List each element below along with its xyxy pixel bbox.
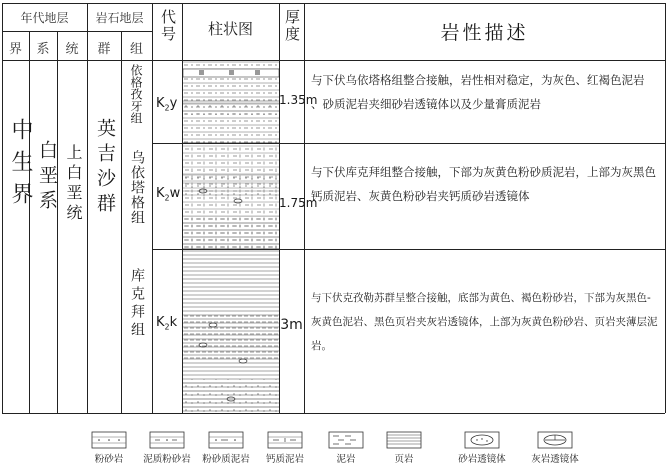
legend-label: 灰岩透镜体: [531, 454, 579, 465]
header-description: 岩性描述: [440, 22, 529, 44]
header-group: 群: [97, 42, 111, 57]
formation-name-w: 乌依塔格组: [129, 150, 145, 225]
header-column: 柱状图: [207, 20, 253, 38]
silty-mudstone-pattern-icon: [209, 432, 243, 448]
description-y: 与下伏乌依塔格组整合接触，岩性相对稳定，为灰色、红褐色泥岩 、砂质泥岩夹细砂岩透镜体以及少量膏质泥岩: [311, 73, 645, 111]
mudstone-pattern-icon: [329, 432, 363, 448]
erathem-name: 中生界: [8, 118, 33, 214]
legend-label: 粉砂岩: [94, 454, 124, 465]
formation-name-k: 库克拜组: [129, 268, 145, 340]
header-rock-stratum: 岩石地层: [95, 11, 144, 25]
legend-label: 页岩: [394, 454, 414, 465]
formation-code-k: $K_2k$: [156, 315, 178, 332]
system-name: 白垩系: [36, 140, 58, 215]
legend-label: 粉砂质泥岩: [202, 454, 250, 465]
header-system: 系: [36, 42, 50, 57]
header-series: 统: [65, 42, 79, 57]
legend-label: 泥岩: [336, 454, 356, 465]
siltstone-pattern-icon: [92, 432, 126, 448]
shale-pattern-icon: [387, 432, 421, 448]
header-thickness: 厚度: [283, 9, 301, 43]
calcareous-mudstone-pattern-icon: [268, 432, 302, 448]
formation-code-w: $K_2w$: [156, 186, 181, 203]
header-era-stratum: 年代地层: [20, 11, 69, 25]
limestone-lens-pattern-icon: [538, 432, 572, 448]
group-name: 英吉沙群: [94, 118, 116, 218]
header-formation: 组: [129, 42, 143, 57]
sandstone-lens-pattern-icon: [465, 432, 499, 448]
series-name: 上白垩统: [64, 144, 83, 224]
legend-label: 泥质粉砂岩: [143, 454, 191, 465]
legend-label: 钙质泥岩: [265, 454, 304, 465]
description-w: 与下伏库克拜组整合接触，下部为灰黄色粉砂质泥岩，上部为灰黑色钙质泥岩、灰黄色粉砂岩夹钙质砂岩透镜体: [311, 165, 656, 203]
description-k: 与下伏克孜勒苏群呈整合接触，底部为黄色、褐色粉砂岩，下部为灰黑色-灰黄色泥岩、黑色页岩夹灰岩透镜体，上部为灰黄色粉砂岩、页岩夹薄层泥岩。: [311, 292, 658, 352]
header-erathem: 界: [8, 42, 22, 57]
header-code: 代号: [159, 9, 177, 43]
lithology-column: [183, 61, 279, 413]
formation-name-y: 依格孜牙组: [129, 64, 143, 124]
formation-code-y: $K_2y$: [156, 96, 178, 113]
legend-label: 砂岩透镜体: [458, 454, 506, 465]
thickness-w: 1.75m: [279, 196, 318, 210]
muddy-siltstone-pattern-icon: [150, 432, 184, 448]
thickness-k: 3m: [280, 317, 303, 333]
thickness-y: 1.35m: [279, 93, 318, 107]
legend: [82, 430, 652, 470]
